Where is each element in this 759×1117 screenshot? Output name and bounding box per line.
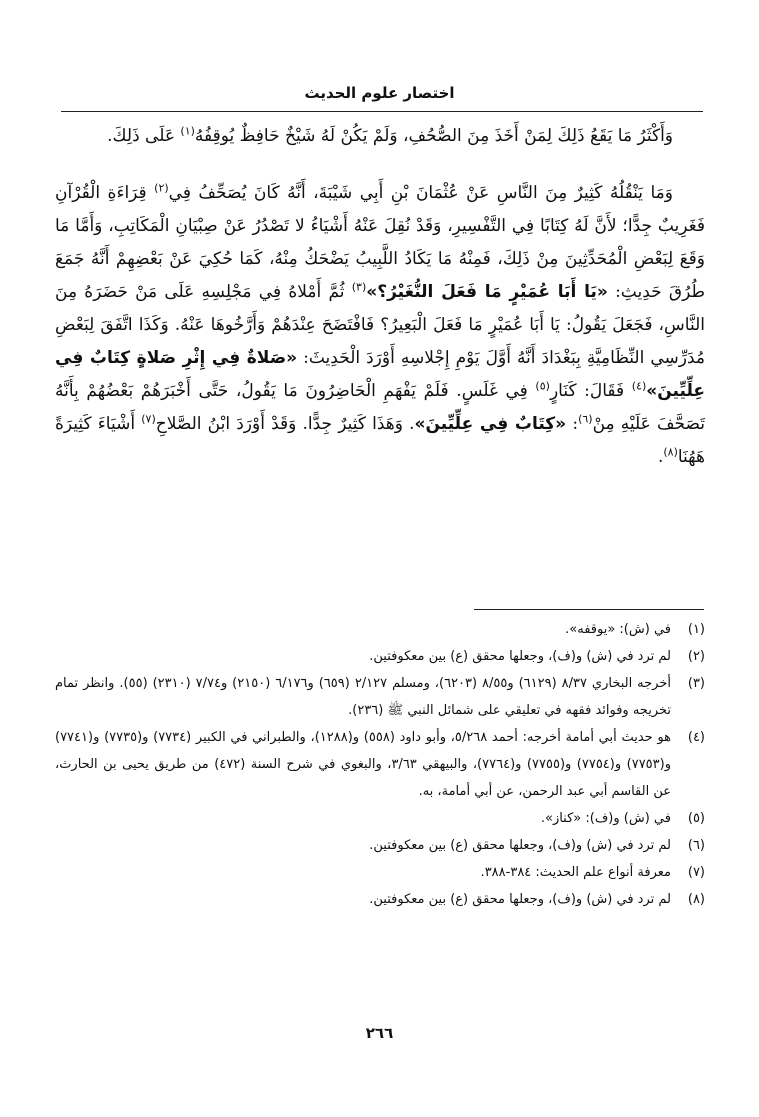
footnote-number: (٤) [687, 730, 705, 745]
hadith-quote-1: «يَا أَبَا عُمَيْرٍ مَا فَعَلَ النُّغَيْرُ؟» [366, 282, 608, 302]
footnote-ref-7: (٧) [141, 412, 156, 426]
footnote-text: في (ش): «يوقفه». [565, 622, 671, 637]
paragraph-1 [55, 120, 705, 153]
paragraph-2-text-6: : [566, 414, 579, 434]
footnote [55, 616, 705, 643]
footnote [55, 805, 705, 832]
footnote-ref-5: (٥) [535, 379, 550, 393]
footnote-number: (٦) [687, 838, 705, 853]
paragraph-2-text-5: فِي غَلَسٍ. فَلَمْ يَفْهَمِ الْحَاضِرُونَ مَا يَقُولُ، حَتَّى أَخْبَرَهُمْ بَعْضُهُمْ بِأَنَّهُ تَصَحَّفَ عَلَيْهِ مِنْ [55, 381, 705, 434]
footnote-text: لم ترد في (ش) و(ف)، وجعلها محقق (ع) بين معكوفتين. [369, 892, 671, 907]
footnote [55, 886, 705, 913]
footnote-text: لم ترد في (ش) و(ف)، وجعلها محقق (ع) بين معكوفتين. [369, 838, 671, 853]
header-rule [61, 111, 703, 112]
paragraph-2-text-8: أَشْيَاءَ كَثِيرَةً هَهُنَا [55, 414, 705, 467]
footnote-ref-2: (٢) [154, 181, 169, 195]
footnote-number: (٢) [687, 649, 705, 664]
footnote [55, 643, 705, 670]
footnotes [55, 616, 705, 913]
footnote-number: (٧) [687, 865, 705, 880]
footnote-text: في (ش) و(ف): «كناز». [540, 811, 671, 826]
paragraph-2-text-1: وَمَا يَنْقُلُهُ كَثِيرٌ مِنَ النَّاسِ عَنْ عُثْمَانَ بْنِ أَبِي شَيْبَةَ، أَنَّهُ كَانَ يُصَحِّفُ فِي [168, 183, 673, 203]
footnote-ref-8: (٨) [663, 445, 678, 459]
hadith-quote-2: «صَلاةٌ فِي إِثْرِ صَلاةٍ كِتَابٌ فِي عِلِّيِّينَ» [55, 348, 705, 401]
paragraph-2-text-9: . [657, 447, 664, 467]
footnote-text: أخرجه البخاري ٨/٣٧ (٦١٢٩) و٨/٥٥ (٦٢٠٣)، ومسلم ٢/١٢٧ (٦٥٩) و٦/١٧٦ (٢١٥٠) و٧/٧٤ (٢٣١٠) (٥٥). وانظر تمام تخريجه وفوائد فقهه في تعليقي على شمائل النبي ﷺ (٢٣٦). [55, 676, 671, 718]
paragraph-1-text: وَأَكْثَرُ مَا يَقَعُ ذَلِكَ لِمَنْ أَخَذَ مِنَ الصُّحُفِ، وَلَمْ يَكُنْ لَهُ شَيْخٌ حَافِظٌ يُوقِفُهُ [194, 126, 673, 146]
paragraph-2-text-2: قِرَاءَةِ الْقُرْآنِ فَغَرِيبٌ جِدًّا؛ لأَنَّ لَهُ كِتَابًا فِي التَّفْسِيرِ، وَقَدْ نُقِلَ عَنْهُ أَشْيَاءُ لا تَصْدُرُ عَنْ صِبْيَانِ الْمَكَاتِبِ، وَأَمَّا مَا وَقَعَ لِبَعْضِ الْمُحَدِّثِينَ مِنْ ذَلِكَ، فَمِنْهُ مَا يَكَادُ اللَّبِيبُ يَضْحَكُ مِنْهُ، كَمَا حُكِيَ عَنْ بَعْضِهِمْ أَنَّهُ جَمَعَ طُرُقَ حَدِيثِ: [55, 183, 705, 302]
paragraph-2 [55, 177, 705, 474]
paragraph-2-text-7: . وَهَذَا كَثِيرٌ جِدًّا. وَقَدْ أَوْرَدَ ابْنُ الصَّلاحِ [155, 414, 415, 434]
footnote-ref-6: (٦) [578, 412, 593, 426]
footnote-ref-3: (٣) [351, 280, 367, 294]
footnote-separator [474, 609, 704, 610]
paragraph-1-tail: عَلَى ذَلِكَ. [107, 126, 181, 146]
hadith-quote-3: «كِتَابٌ فِي عِلِّيِّينَ» [414, 414, 567, 434]
footnote [55, 832, 705, 859]
footnote-ref-1: (١) [180, 124, 195, 138]
footnote-number: (٨) [687, 892, 705, 907]
footnote-number: (٣) [687, 676, 705, 691]
footnote [55, 724, 705, 805]
footnote [55, 670, 705, 724]
page-number: ٢٦٦ [365, 1024, 394, 1042]
footnote-text: هو حديث أبي أمامة أخرجه: أحمد ٥/٢٦٨، وأبو داود (٥٥٨) و(١٢٨٨)، والطبراني في الكبير (٧٧٣٤) و(٧٧٣٥) و(٧٧٤١) و(٧٧٥٣) و(٧٧٥٤) و(٧٧٥٥) و(٧٧٦٤)، والبيهقي ٣/٦٣، والبغوي في شرح السنة (٤٧٢) من طريق يحيى بن الحارث، عن القاسم أبي عبد الرحمن، عن أبي أمامة، به. [55, 730, 672, 799]
paragraph-2-text-3: ثُمَّ أَمْلاهُ فِي مَجْلِسِهِ عَلَى مَنْ حَضَرَهُ مِنَ النَّاسِ، فَجَعَلَ يَقُولُ: يَا أَبَا عُمَيْرٍ مَا فَعَلَ الْبَعِيرُ؟ فَافْتَضَحَ عِنْدَهُمْ وَأَرَّخُوهَا عَنْهُ. وَكَذَا اتَّفَقَ لِبَعْضِ مُدَرِّسِي النِّظَامِيَّةِ بِبَغْدَادَ أَنَّهُ أَوَّلَ يَوْمِ إِجْلاسِهِ أَوْرَدَ الْحَدِيثَ: [55, 282, 705, 368]
footnote-ref-4: (٤) [631, 379, 647, 393]
running-head-title: اختصار علوم الحديث [304, 84, 455, 102]
footnote-text: لم ترد في (ش) و(ف)، وجعلها محقق (ع) بين معكوفتين. [369, 649, 671, 664]
main-text [55, 120, 705, 474]
paragraph-2-text-4: فَقَالَ: كَنَارٍ [549, 381, 632, 401]
footnote [55, 859, 705, 886]
footnote-text: معرفة أنواع علم الحديث: ٣٨٤-٣٨٨. [480, 865, 671, 880]
footnote-number: (٥) [687, 811, 705, 826]
footnote-number: (١) [687, 622, 705, 637]
